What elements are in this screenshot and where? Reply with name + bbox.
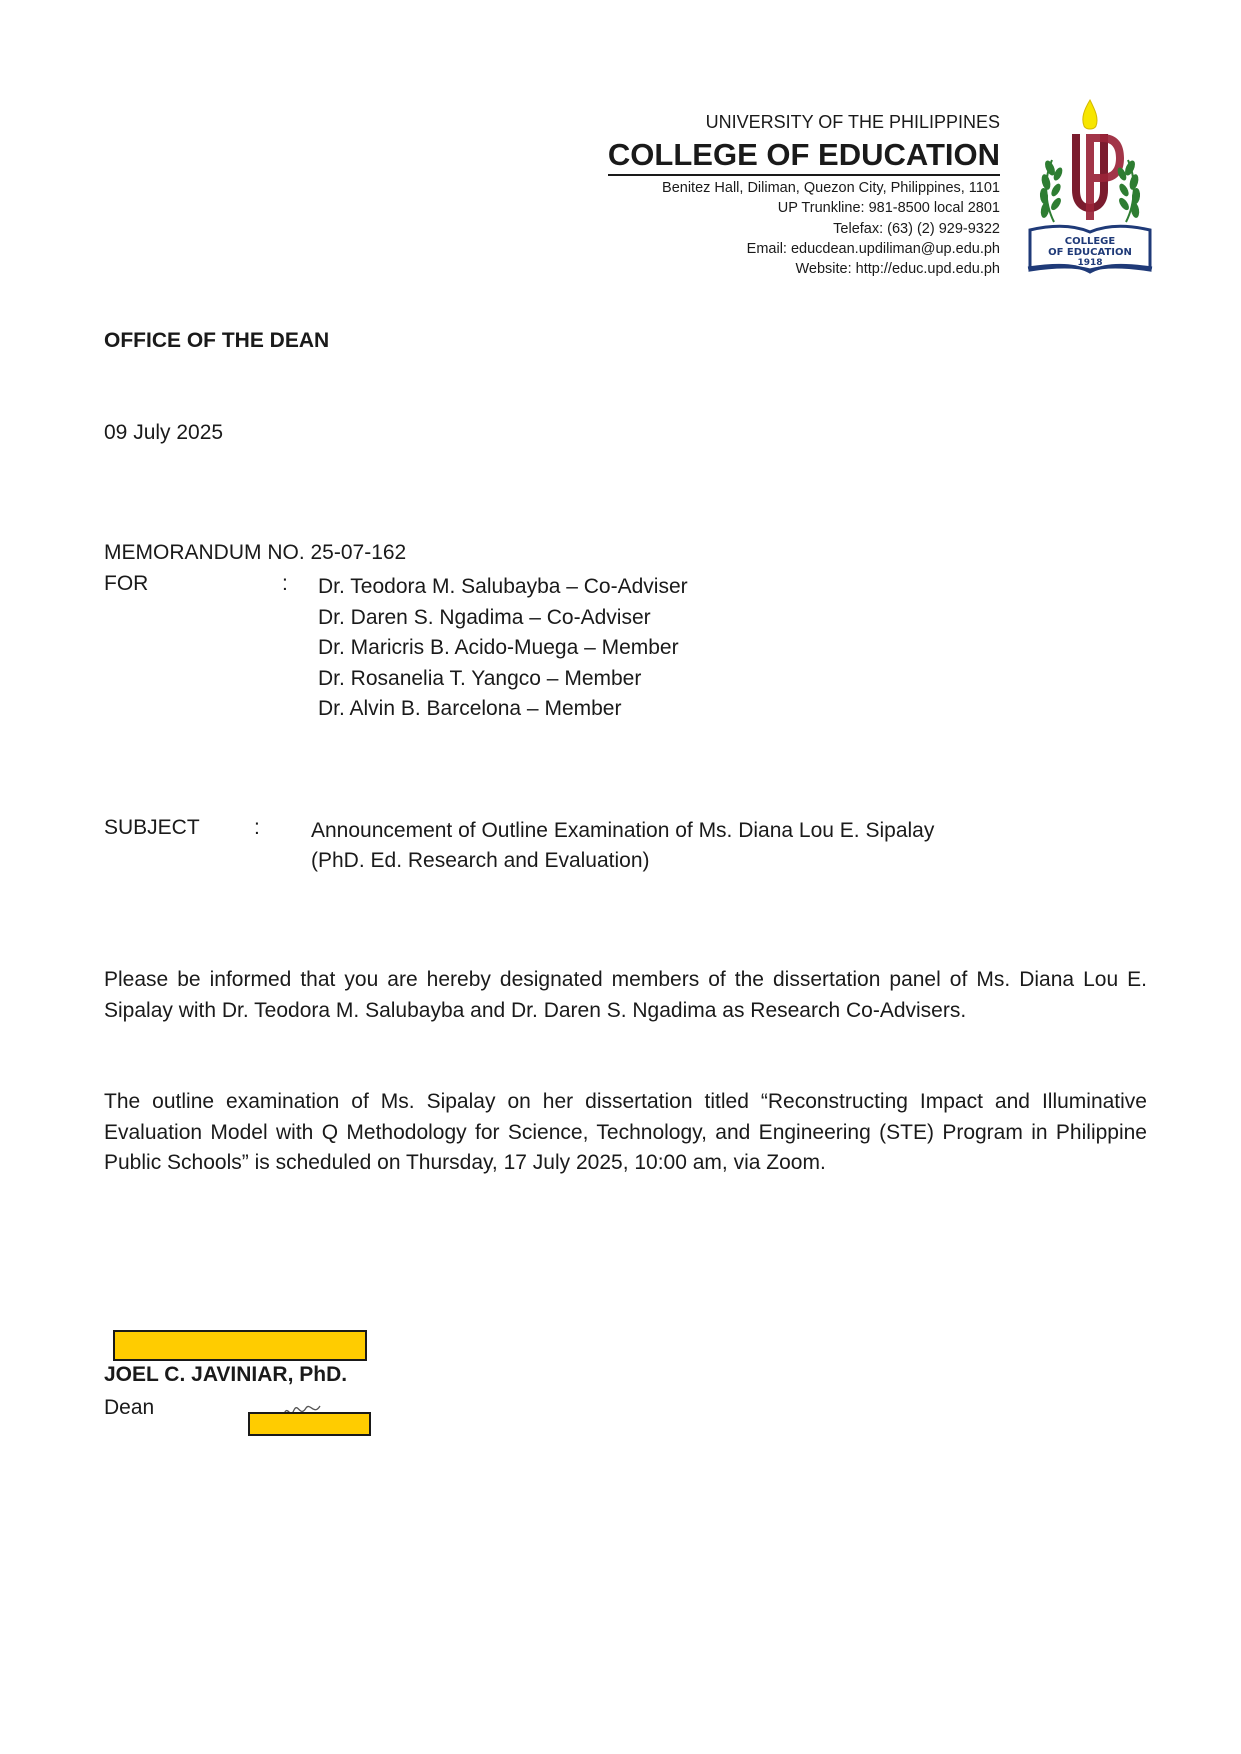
- flame-icon: [1083, 100, 1097, 129]
- recipient-item: Dr. Rosanelia T. Yangco – Member: [318, 666, 642, 690]
- logo-text-line2: OF EDUCATION: [1048, 247, 1132, 258]
- recipient-item: Dr. Daren S. Ngadima – Co-Adviser: [318, 605, 651, 629]
- website-line: Website: http://educ.upd.edu.ph: [795, 261, 1000, 278]
- recipient-item: Dr. Maricris B. Acido-Muega – Member: [318, 636, 679, 660]
- signatory-name: JOEL C. JAVINIAR, PhD.: [104, 1363, 348, 1386]
- logo-year: 1918: [1077, 258, 1103, 268]
- university-name: UNIVERSITY OF THE PHILIPPINES: [705, 112, 1000, 132]
- subject-line: Announcement of Outline Examination of Ms. Diana Lou E. Sipalay: [311, 819, 935, 842]
- redaction-box: [248, 1412, 371, 1436]
- recipient-item: Dr. Teodora M. Salubayba – Co-Adviser: [318, 575, 688, 598]
- college-name: COLLEGE OF EDUCATION: [608, 137, 1000, 176]
- laurel-right-icon: [1116, 159, 1141, 222]
- laurel-left-icon: [1039, 159, 1064, 222]
- body-paragraph-2: The outline examination of Ms. Sipalay on her dissertation titled “Reconstructing Impact and Illuminative Evaluation Model with Q Methodology for Science, Technology, and Engineering (STE) Program in Philippine Public Schools” is scheduled on Thursday, 17 July 2025, 10:00 am, via Zoom.: [104, 1090, 1147, 1174]
- office-heading: OFFICE OF THE DEAN: [104, 329, 330, 352]
- subject-label: SUBJECT: [104, 816, 200, 839]
- subject-line: (PhD. Ed. Research and Evaluation): [311, 849, 650, 872]
- recipient-item: Dr. Alvin B. Barcelona – Member: [318, 697, 622, 721]
- recipient-list: [318, 572, 688, 725]
- logo-text-line1: COLLEGE: [1064, 236, 1116, 247]
- trunkline-line: UP Trunkline: 981-8500 local 2801: [777, 200, 1000, 217]
- memo-date: 09 July 2025: [104, 421, 224, 444]
- memo-number: MEMORANDUM NO. 25-07-162: [104, 541, 407, 564]
- subject-colon: :: [254, 816, 260, 839]
- subject-text: [311, 816, 934, 876]
- address-line: Benitez Hall, Diliman, Quezon City, Philippines, 1101: [662, 180, 1000, 196]
- for-label: FOR: [104, 572, 149, 595]
- redaction-box: [113, 1330, 367, 1361]
- signatory-title: Dean: [104, 1396, 155, 1419]
- body-paragraph-1: Please be informed that you are hereby designated members of the dissertation panel of Ms. Diana Lou E. Sipalay with Dr. Teodora M. Salubayba and Dr. Daren S. Ngadima as Research Co-Advisers.: [104, 968, 1147, 1022]
- for-colon: :: [282, 572, 288, 595]
- contact-block: [662, 178, 1000, 279]
- college-logo-icon: [1026, 98, 1154, 274]
- email-line: Email: educdean.updiliman@up.edu.ph: [746, 240, 1000, 257]
- telefax-line: Telefax: (63) (2) 929-9322: [833, 220, 1000, 237]
